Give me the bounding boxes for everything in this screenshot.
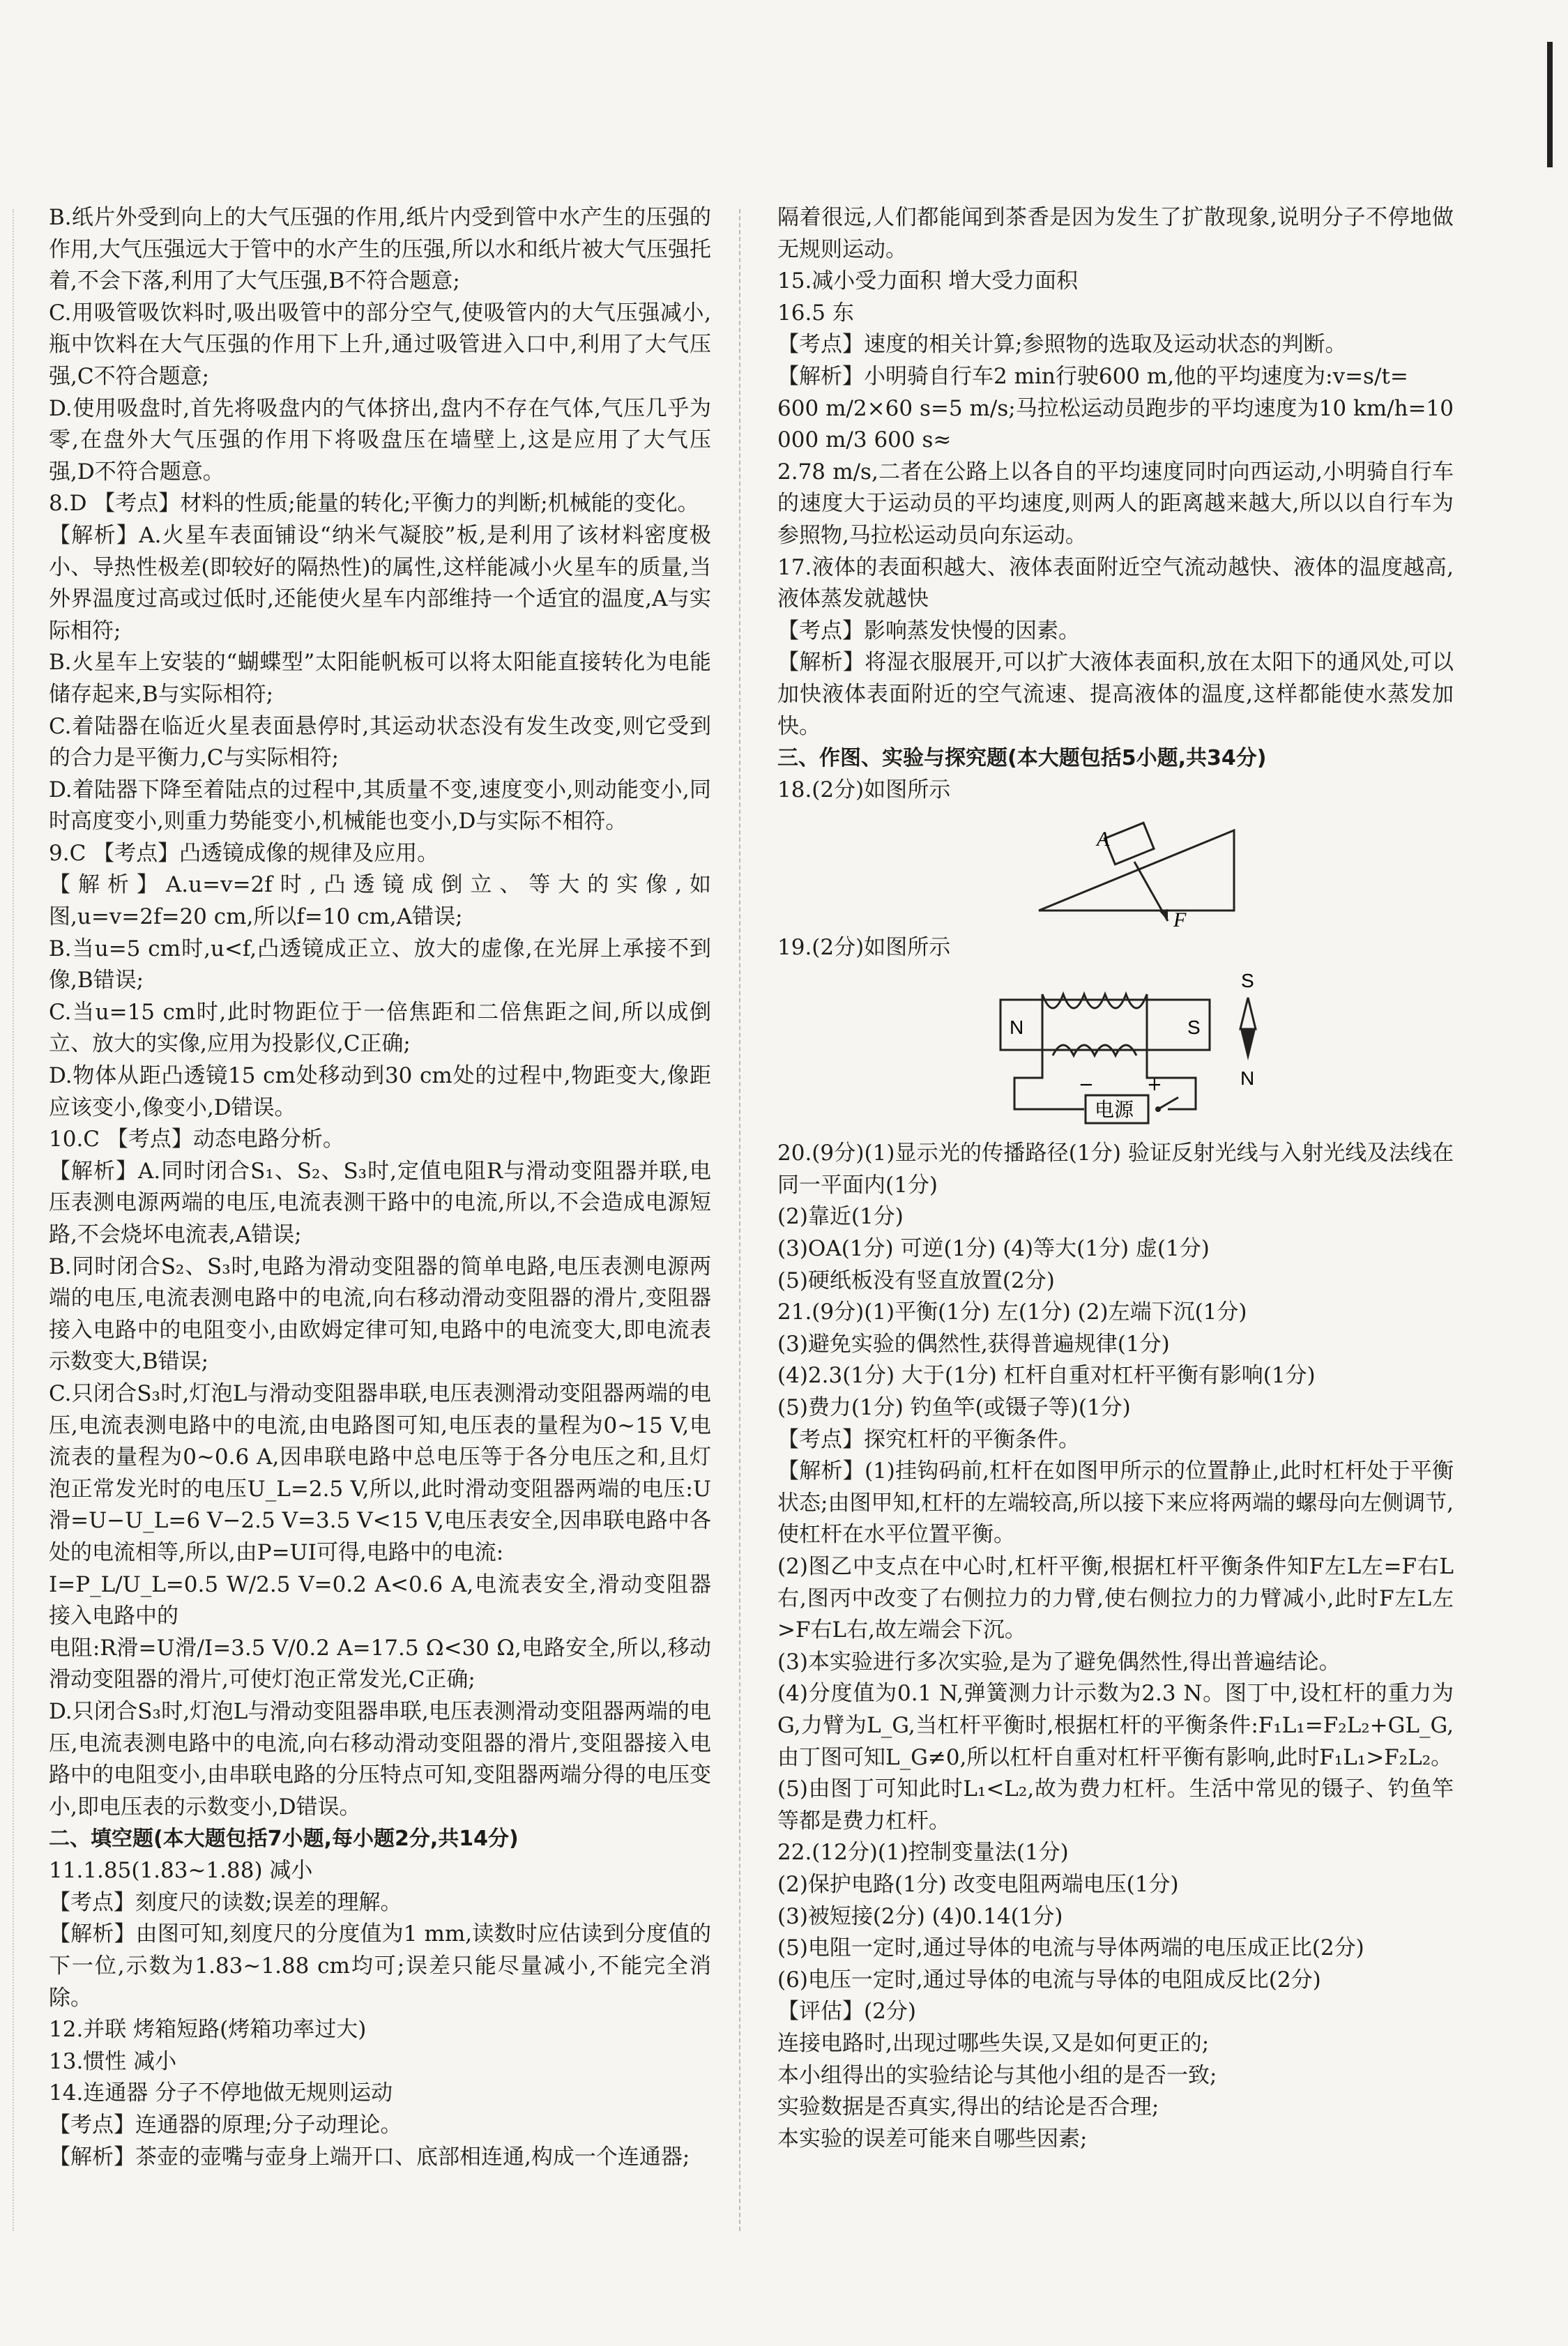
electromagnet-diagram	[777, 966, 1454, 1134]
paragraph: 【考点】刻度尺的读数;误差的理解。	[49, 1889, 402, 1915]
paragraph: (5)费力(1分) 钓鱼竿(或镊子等)(1分)	[777, 1395, 1131, 1421]
paragraph: 【解析】茶壶的壶嘴与壶身上端开口、底部相连通,构成一个连通器;	[49, 2144, 690, 2170]
page-edge-mark	[1547, 42, 1553, 167]
coil-top	[1042, 994, 1147, 1008]
core-label-S: S	[1187, 1016, 1201, 1039]
paragraph: D.只闭合S₃时,灯泡L与滑动变阻器串联,电压表测滑动变阻器两端的电压,电流表测电路中的电流,向右移动滑动变阻器的滑片,变阻器接入电路中的电阻变小,由串联电路的分压特点可知,变阻器两端分得的电压变小,即电压表的示数变小,D错误。	[49, 1698, 711, 1820]
answer-heading: 13.惯性 减小	[49, 2048, 177, 2074]
paragraph: 【解析】由图可知,刻度尺的分度值为1 mm,读数时应估读到分度值的下一位,示数为1.83~1.88 cm均可;误差只能尽量减小,不能完全消除。	[49, 1921, 711, 2011]
answer-heading: 9.C 【考点】凸透镜成像的规律及应用。	[49, 840, 439, 866]
label-A: A	[1097, 827, 1110, 851]
figure-18-incline	[777, 809, 1454, 928]
iron-core	[1000, 1000, 1210, 1050]
core-label-N: N	[1010, 1016, 1024, 1039]
force-F-arrowhead	[1159, 909, 1168, 921]
figure-19-electromagnet	[777, 966, 1454, 1134]
paragraph: (4)2.3(1分) 大于(1分) 杠杆自重对杠杆平衡有影响(1分)	[777, 1363, 1316, 1389]
paragraph: B.火星车上安装的“蝴蝶型”太阳能帆板可以将太阳能直接转化为电能储存起来,B与实际相符;	[49, 650, 711, 707]
formula-line: I=P_L/U_L=0.5 W/2.5 V=0.2 A<0.6 A,电流表安全,滑动变阻器接入电路中的	[49, 1571, 711, 1629]
section-heading: 二、填空题(本大题包括7小题,每小题2分,共14分)	[49, 1827, 519, 1852]
switch-lever	[1158, 1097, 1178, 1109]
answer-heading: 18.(2分)如图所示	[777, 777, 951, 803]
paragraph: C.当u=15 cm时,此时物距位于一倍焦距和二倍焦距之间,所以成倒立、放大的实像,应用为投影仪,C正确;	[49, 999, 711, 1057]
answer-heading: 14.连通器 分子不停地做无规则运动	[49, 2080, 393, 2106]
paragraph: 本小组得出的实验结论与其他小组的是否一致;	[777, 2062, 1217, 2088]
compass-label-N: N	[1240, 1067, 1255, 1090]
paragraph: (3)避免实验的偶然性,获得普遍规律(1分)	[777, 1331, 1170, 1357]
paragraph: 本实验的误差可能来自哪些因素;	[777, 2126, 1088, 2151]
paragraph: (3)本实验进行多次实验,是为了避免偶然性,得出普遍结论。	[777, 1649, 1341, 1675]
incline-triangle	[1039, 827, 1234, 911]
power-minus: −	[1079, 1074, 1094, 1096]
paragraph: (2)保护电路(1分) 改变电阻两端电压(1分)	[777, 1871, 1179, 1897]
paragraph: 【考点】速度的相关计算;参照物的选取及运动状态的判断。	[777, 332, 1347, 358]
paragraph: 【解析】(1)挂钩码前,杠杆在如图甲所示的位置静止,此时杠杆处于平衡状态;由图甲知,杠杆的左端较高,所以接下来应将两端的螺母向左侧调节,使杠杆在水平位置平衡。	[777, 1458, 1454, 1548]
answer-heading: 10.C 【考点】动态电路分析。	[49, 1127, 344, 1152]
compass-needle-bottom	[1240, 1029, 1256, 1060]
formula-line: 【解析】小明骑自行车2 min行驶600 m,他的平均速度为:v=s/t=	[777, 363, 1408, 389]
formula-line: 600 m/2×60 s=5 m/s;马拉松运动员跑步的平均速度为10 km/h=10 000 m/3 600 s≈	[777, 395, 1454, 453]
column-divider	[739, 209, 740, 2231]
block-A	[1104, 823, 1154, 864]
answer-heading: 20.(9分)(1)显示光的传播路径(1分) 验证反射光线与入射光线及法线在同一平面内(1分)	[777, 1141, 1454, 1198]
paragraph: 【考点】探究杠杆的平衡条件。	[777, 1426, 1080, 1452]
paragraph: C.着陆器在临近火星表面悬停时,其运动状态没有发生改变,则它受到的合力是平衡力,C与实际相符;	[49, 713, 711, 771]
paragraph: (3)被短接(2分) (4)0.14(1分)	[777, 1903, 1063, 1929]
answer-heading: 15.减小受力面积 增大受力面积	[777, 268, 1079, 294]
paragraph: C.用吸管吸饮料时,吸出吸管中的部分空气,使吸管内的大气压强减小,瓶中饮料在大气压强的作用下上升,通过吸管进入口中,利用了大气压强,C不符合题意;	[49, 300, 711, 389]
answer-heading: 17.液体的表面积越大、液体表面附近空气流动越快、液体的温度越高,液体蒸发就越快	[777, 554, 1454, 612]
paragraph: 【解析】A.同时闭合S₁、S₂、S₃时,定值电阻R与滑动变阻器并联,电压表测电源两端的电压,电流表测干路中的电流,所以,不会造成电源短路,不会烧坏电流表,A错误;	[49, 1158, 711, 1247]
paragraph: D.着陆器下降至着陆点的过程中,其质量不变,速度变小,则动能变小,同时高度变小,则重力势能变小,机械能也变小,D与实际不相符。	[49, 777, 711, 835]
paragraph: 【考点】连通器的原理;分子动理论。	[49, 2112, 402, 2138]
paragraph: B.同时闭合S₂、S₃时,电路为滑动变阻器的简单电路,电压表测电源两端的电压,电流表测电路中的电流,向右移动滑动变阻器的滑片,变阻器接入电路中的电阻变小,由欧姆定律可知,电路中的电流变大,即电流表示数变大,B错误;	[49, 1254, 711, 1375]
paragraph: 【解析】A.u=v=2f时,凸透镜成倒立、等大的实像,如图,u=v=2f=20 cm,所以f=10 cm,A错误;	[49, 872, 711, 930]
answer-heading: 16.5 东	[777, 300, 854, 326]
paragraph: (4)分度值为0.1 N,弹簧测力计示数为2.3 N。图丁中,设杠杆的重力为G,力臂为L_G,当杠杆平衡时,根据杠杆的平衡条件:F₁L₁=F₂L₂+GL_G,由丁图可知L_G≠0,所以杠杆自重对杠杆平衡有影响,此时F₁L₁>F₂L₂。	[777, 1681, 1454, 1770]
compass-label-S: S	[1241, 970, 1254, 992]
power-plus: +	[1147, 1074, 1162, 1096]
paragraph: 【解析】A.火星车表面铺设“纳米气凝胶”板,是利用了该材料密度极小、导热性极差(即较好的隔热性)的属性,这样能减小火星车的质量,当外界温度过高或过低时,还能使火星车内部维持一个适宜的温度,A与实际相符;	[49, 522, 711, 643]
paragraph: D.使用吸盘时,首先将吸盘内的气体挤出,盘内不存在气体,气压几乎为零,在盘外大气压强的作用下将吸盘压在墙壁上,这是应用了大气压强,D不符合题意。	[49, 395, 711, 485]
paragraph: (3)OA(1分) 可逆(1分) (4)等大(1分) 虚(1分)	[777, 1236, 1210, 1262]
answer-heading: 21.(9分)(1)平衡(1分) 左(1分) (2)左端下沉(1分)	[777, 1300, 1247, 1325]
paragraph: C.只闭合S₃时,灯泡L与滑动变阻器串联,电压表测滑动变阻器两端的电压,电流表测电路中的电流,由电路图可知,电压表的量程为0~15 V,电流表的量程为0~0.6 A,因串联电路中总电压等于各分电压之和,且灯泡正常发光时的电压U_L=2.5 V,所以,此时滑动变阻器两端的电压:U滑=U−U_L=6 V−2.5 V=3.5 V<15 V,电压表安全,因串联电路中各处的电流相等,所以,由P=UI可得,电路中的电流:	[49, 1380, 711, 1565]
paragraph: 【解析】将湿衣服展开,可以扩大液体表面积,放在太阳下的通风处,可以加快液体表面附近的空气流速、提高液体的温度,这样都能使水蒸发加快。	[777, 650, 1454, 739]
paragraph: (5)由图丁可知此时L₁<L₂,故为费力杠杆。生活中常见的镊子、钓鱼竿等都是费力杠杆。	[777, 1776, 1454, 1834]
paragraph: 实验数据是否真实,得出的结论是否合理;	[777, 2094, 1159, 2120]
paragraph: D.物体从距凸透镜15 cm处移动到30 cm处的过程中,物距变大,像距应该变小,像变小,D错误。	[49, 1063, 711, 1120]
answer-heading: 11.1.85(1.83~1.88) 减小	[49, 1858, 313, 1884]
binding-margin	[13, 209, 14, 2231]
incline-diagram	[777, 809, 1454, 928]
formula-line: 电阻:R滑=U滑/I=3.5 V/0.2 A=17.5 Ω<30 Ω,电路安全,所以,移动滑动变阻器的滑片,可使灯泡正常发光,C正确;	[49, 1635, 711, 1693]
left-column	[49, 202, 711, 2173]
paragraph: B.纸片外受到向上的大气压强的作用,纸片内受到管中水产生的压强的作用,大气压强远大于管中的水产生的压强,所以水和纸片被大气压强托着,不会下落,利用了大气压强,B不符合题意;	[49, 205, 711, 294]
label-F: F	[1173, 908, 1187, 928]
paragraph: (2)靠近(1分)	[777, 1204, 904, 1230]
right-column	[777, 202, 1454, 2155]
answer-heading: 22.(12分)(1)控制变量法(1分)	[777, 1840, 1069, 1866]
paragraph: B.当u=5 cm时,u<f,凸透镜成正立、放大的虚像,在光屏上承接不到像,B错误;	[49, 936, 711, 993]
section-heading: 三、作图、实验与探究题(本大题包括5小题,共34分)	[777, 746, 1267, 771]
paragraph: (5)电阻一定时,通过导体的电流与导体两端的电压成正比(2分)	[777, 1935, 1364, 1961]
paragraph: 连接电路时,出现过哪些失误,又是如何更正的;	[777, 2030, 1210, 2056]
answer-heading: 19.(2分)如图所示	[777, 934, 951, 960]
paragraph: 【考点】影响蒸发快慢的因素。	[777, 618, 1080, 643]
paragraph: 2.78 m/s,二者在公路上以各自的平均速度同时向西运动,小明骑自行车的速度大于运动员的平均速度,则两人的距离越来越大,所以以自行车为参照物,马拉松运动员向东运动。	[777, 459, 1454, 548]
compass-needle-top	[1240, 998, 1256, 1029]
answer-heading: 8.D 【考点】材料的性质;能量的转化;平衡力的判断;机械能的变化。	[49, 491, 699, 517]
paragraph: (5)硬纸板没有竖直放置(2分)	[777, 1267, 1055, 1293]
paragraph: 隔着很远,人们都能闻到茶香是因为发生了扩散现象,说明分子不停地做无规则运动。	[777, 205, 1454, 262]
wire-left	[1014, 1056, 1084, 1109]
answer-heading: 12.并联 烤箱短路(烤箱功率过大)	[49, 2017, 367, 2043]
paragraph: (6)电压一定时,通过导体的电流与导体的电阻成反比(2分)	[777, 1967, 1321, 1993]
paragraph: 【评估】(2分)	[777, 1999, 916, 2025]
power-label: 电源	[1095, 1098, 1134, 1122]
paragraph: (2)图乙中支点在中心时,杠杆平衡,根据杠杆平衡条件知F左L左=F右L右,图丙中改变了右侧拉力的力臂,使右侧拉力的力臂减小,此时F左L左>F右L右,故左端会下沉。	[777, 1554, 1454, 1643]
